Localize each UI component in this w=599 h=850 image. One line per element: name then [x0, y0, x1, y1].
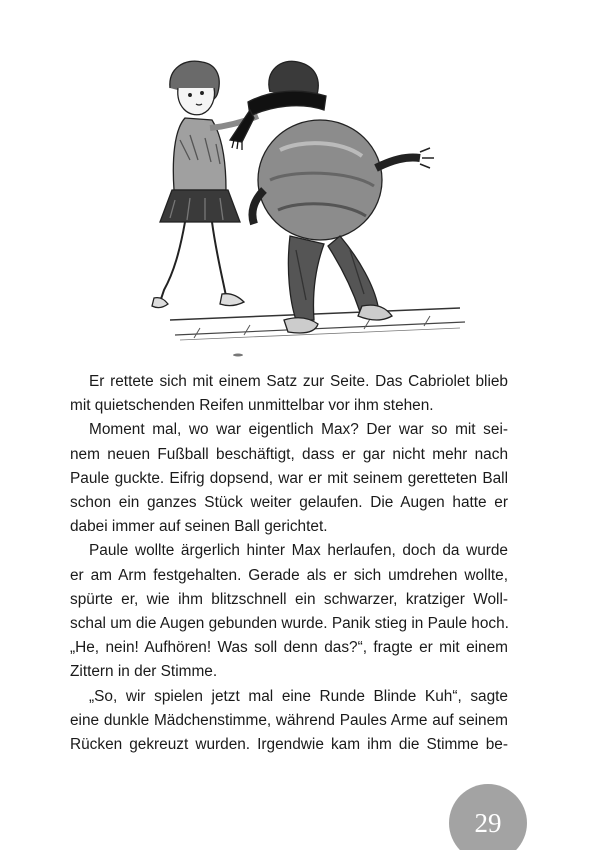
text-line: Paule wollte ärgerlich hinter Max herlaufen, doch da wurde [89, 542, 508, 560]
text-line: Er rettete sich mit einem Satz zur Seite. Das Cabriolet blieb [89, 373, 508, 390]
page-number: 29 [474, 807, 502, 838]
text-line: spürte er, wie ihm blitzschnell ein schwarzer, kratziger Woll- [70, 590, 508, 608]
text-line: Paule guckte. Eifrig dopsend, war er mit seinem geretteten Ball [70, 469, 508, 487]
page-number-badge [449, 784, 527, 850]
paragraph [70, 370, 508, 418]
paragraph [70, 539, 508, 684]
text-line: „So, wir spielen jetzt mal eine Runde Blinde Kuh“, sagte [89, 687, 508, 705]
text-line: Rücken gekreuzt wurden. Irgendwie kam ihm die Stimme be- [70, 736, 508, 754]
text-line: schal um die Augen gebunden wurde. Panik stieg in Paule hoch. [70, 615, 509, 633]
paragraph [70, 418, 508, 539]
paragraph [70, 685, 508, 758]
text-line: dabei immer auf seinen Ball gerichtet. [70, 518, 328, 536]
text-line: Moment mal, wo war eigentlich Max? Der war so mit sei- [89, 421, 508, 439]
illustration-icon [130, 40, 480, 365]
text-line: nem neuen Fußball beschäftigt, dass er gar nicht mehr nach [70, 445, 508, 463]
story-text [70, 370, 508, 757]
text-line: eine dunkle Mädchenstimme, während Paules Arme auf seinem [70, 711, 508, 729]
text-line: er am Arm festgehalten. Gerade als er sich umdrehen wollte, [70, 566, 508, 584]
text-line: „He, nein! Aufhören! Was soll denn das?“, fragte er mit einem [70, 639, 508, 657]
text-line: schon ein ganzes Stück weiter gelaufen. Die Augen hatte er [70, 494, 508, 512]
text-line: Zittern in der Stimme. [70, 663, 218, 681]
text-line: mit quietschenden Reifen unmittelbar vor ihm stehen. [70, 397, 434, 415]
